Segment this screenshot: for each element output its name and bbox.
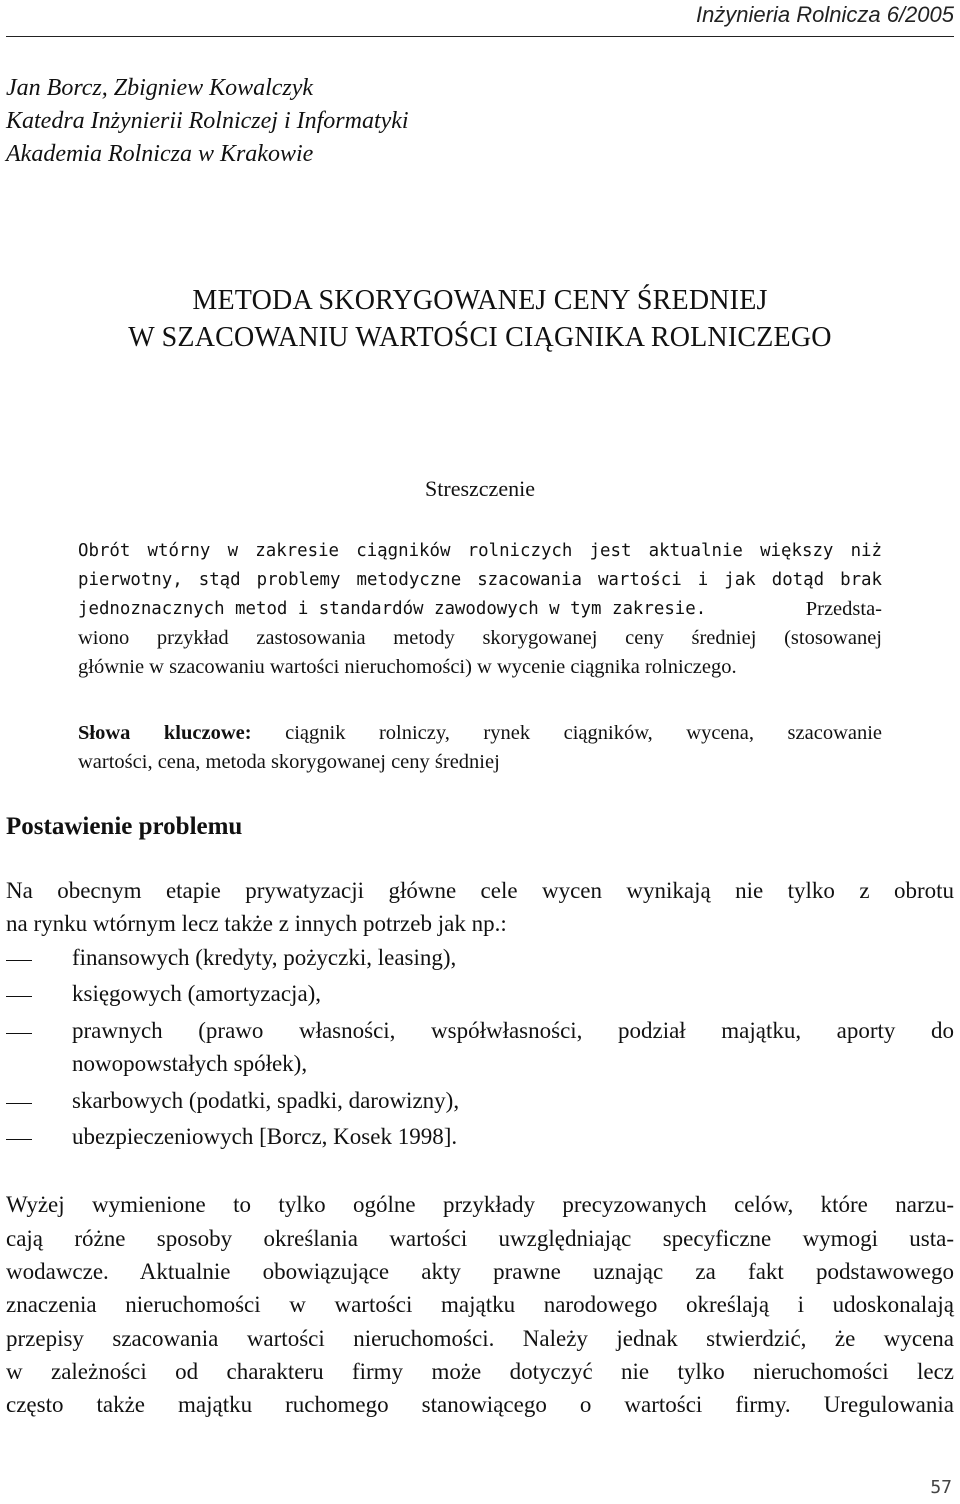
dash-bullet bbox=[6, 1103, 32, 1104]
authors: Jan Borcz, Zbigniew Kowalczyk bbox=[6, 75, 314, 101]
abstract-line: Obrót wtórny w zakresie ciągników rolniczych jest aktualnie większy niż bbox=[78, 541, 882, 561]
keywords-line-2: wartości, cena, metoda skorygowanej ceny średniej bbox=[78, 751, 500, 773]
body-line: cają różne sposoby określania wartości uwzględniając specyficzne wymogi usta- bbox=[6, 1226, 954, 1251]
list-item-text: nowopowstałych spółek), bbox=[72, 1051, 308, 1076]
list-item-text: skarbowych (podatki, spadki, darowizny), bbox=[72, 1088, 460, 1113]
dash-bullet bbox=[6, 1139, 32, 1140]
section-heading: Postawienie problemu bbox=[6, 813, 243, 840]
author-affiliation bbox=[6, 72, 409, 171]
title-line-1: METODA SKORYGOWANEJ CENY ŚREDNIEJ bbox=[192, 285, 768, 316]
body-line: w zależności od charakteru firmy może dotyczyć nie tylko nieruchomości lecz bbox=[6, 1359, 954, 1384]
abstract-line: jednoznacznych metod i standardów zawodowych w tym zakresie. bbox=[78, 599, 707, 619]
keywords-label: Słowa kluczowe: bbox=[78, 722, 252, 744]
article-title bbox=[0, 282, 960, 356]
abstract-line: Przedsta- bbox=[805, 598, 882, 620]
journal-header: Inżynieria Rolnicza 6/2005 bbox=[695, 2, 954, 27]
abstract-heading: Streszczenie bbox=[425, 476, 535, 501]
abstract-line: pierwotny, stąd problemy metodyczne szacowania wartości i jak dotąd brak bbox=[78, 570, 882, 590]
abstract-line: głównie w szacowaniu wartości nieruchomości) w wycenie ciągnika rolniczego. bbox=[78, 656, 737, 678]
list-item-text: księgowych (amortyzacja), bbox=[72, 981, 322, 1006]
list-item-text: ubezpieczeniowych [Borcz, Kosek 1998]. bbox=[72, 1124, 458, 1149]
header-rule bbox=[6, 36, 954, 37]
body-line: wodawcze. Aktualnie obowiązujące akty prawne uznając za fakt podstawowego bbox=[6, 1259, 954, 1284]
dash-bullet bbox=[6, 1033, 32, 1034]
institution: Akademia Rolnicza w Krakowie bbox=[6, 141, 314, 167]
keywords-text: ciągnik rolniczy, rynek ciągników, wycena, szacowanie bbox=[285, 722, 883, 744]
body-line: Na obecnym etapie prywatyzacji główne cele wycen wynikają nie tylko z obrotu bbox=[6, 878, 954, 903]
keywords-line-1 bbox=[78, 719, 882, 748]
body-line: przepisy szacowania wartości nieruchomości. Należy jednak stwierdzić, że wycena bbox=[6, 1326, 954, 1351]
title-line-2: W SZACOWANIU WARTOŚCI CIĄGNIKA ROLNICZEGO bbox=[128, 322, 832, 353]
list-item-text: finansowych (kredyty, pożyczki, leasing), bbox=[72, 945, 457, 970]
page-number: 57 bbox=[930, 1477, 952, 1498]
list-item-text: prawnych (prawo własności, współwłasności, podział majątku, aporty do bbox=[72, 1018, 954, 1043]
body-line: na rynku wtórnym lecz także z innych potrzeb jak np.: bbox=[6, 911, 507, 936]
body-line: Wyżej wymienione to tylko ogólne przykłady precyzowanych celów, które narzu- bbox=[6, 1192, 954, 1217]
dash-bullet bbox=[6, 960, 32, 961]
abstract-line: wiono przykład zastosowania metody skorygowanej ceny średniej (stosowanej bbox=[78, 627, 882, 649]
department: Katedra Inżynierii Rolniczej i Informatyki bbox=[6, 108, 409, 134]
body-line: znaczenia nieruchomości w wartości majątku narodowego określają i udoskonalają bbox=[6, 1292, 954, 1317]
body-line: często także majątku ruchomego stanowiącego o wartości firmy. Uregulowania bbox=[6, 1392, 954, 1417]
dash-bullet bbox=[6, 996, 32, 997]
